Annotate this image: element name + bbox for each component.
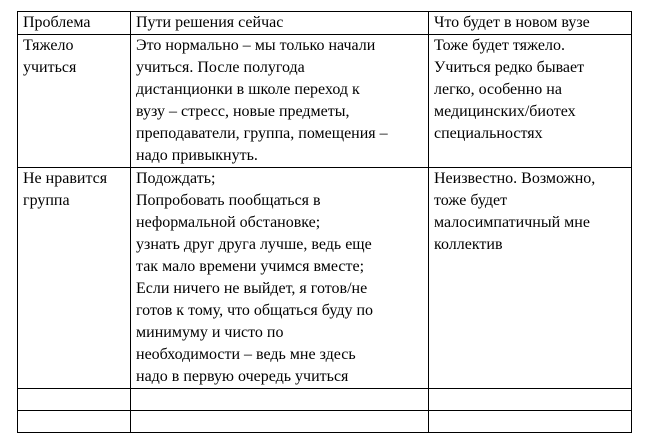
text-line: группа bbox=[23, 192, 70, 209]
text-line: коллектив bbox=[434, 236, 503, 253]
empty-cell bbox=[18, 411, 131, 433]
text-line: учиться bbox=[23, 59, 77, 76]
text-line: необходимости – ведь мне здесь bbox=[136, 346, 356, 363]
cell-now bbox=[131, 168, 429, 389]
empty-row bbox=[18, 411, 632, 433]
text-line: надо в первую очередь учиться bbox=[136, 368, 349, 385]
text-line: легко, особенно на bbox=[434, 81, 562, 98]
text-line: тоже будет bbox=[434, 192, 508, 209]
cell-future bbox=[429, 168, 632, 389]
table-row bbox=[18, 35, 632, 168]
empty-cell bbox=[429, 389, 632, 411]
text-line: Это нормально – мы только начали bbox=[136, 37, 376, 54]
table-row bbox=[18, 168, 632, 389]
empty-cell bbox=[429, 411, 632, 433]
header-problem: Проблема bbox=[18, 12, 131, 35]
text-line: специальностях bbox=[434, 125, 543, 142]
empty-row bbox=[18, 389, 632, 411]
empty-cell bbox=[131, 389, 429, 411]
text-line: Если ничего не выйдет, я готов/не bbox=[136, 280, 368, 297]
text-line: Тоже будет тяжело. bbox=[434, 37, 565, 54]
header-row bbox=[18, 12, 632, 35]
header-new-university: Что будет в новом вузе bbox=[429, 12, 632, 35]
cell-future bbox=[429, 35, 632, 168]
cell-problem bbox=[18, 35, 131, 168]
problems-table bbox=[17, 11, 632, 433]
text-line: так мало времени учимся вместе; bbox=[136, 258, 365, 275]
text-line: преподаватели, группа, помещения – bbox=[136, 125, 388, 142]
cell-problem bbox=[18, 168, 131, 389]
text-line: малосимпатичный мне bbox=[434, 214, 590, 231]
empty-cell bbox=[131, 411, 429, 433]
text-line: неформальной обстановке; bbox=[136, 214, 321, 231]
text-line: готов к тому, что общаться буду по bbox=[136, 302, 374, 319]
text-line: узнать друг друга лучше, ведь еще bbox=[136, 236, 372, 253]
empty-cell bbox=[18, 389, 131, 411]
text-line: Попробовать пообщаться в bbox=[136, 192, 321, 209]
cell-now bbox=[131, 35, 429, 168]
text-line: Неизвестно. Возможно, bbox=[434, 170, 596, 187]
text-line: учиться. После полугода bbox=[136, 59, 305, 76]
text-line: Не нравится bbox=[23, 170, 108, 187]
text-line: минимуму и чисто по bbox=[136, 324, 284, 341]
text-line: Подождать; bbox=[136, 170, 216, 187]
text-line: надо привыкнуть. bbox=[136, 147, 258, 164]
text-line: дистанционки в школе переход к bbox=[136, 81, 360, 98]
text-line: медицинских/биотех bbox=[434, 103, 576, 120]
text-line: Тяжело bbox=[23, 37, 74, 54]
header-solutions-now: Пути решения сейчас bbox=[131, 12, 429, 35]
text-line: Учиться редко бывает bbox=[434, 59, 585, 76]
text-line: вузу – стресс, новые предметы, bbox=[136, 103, 350, 120]
